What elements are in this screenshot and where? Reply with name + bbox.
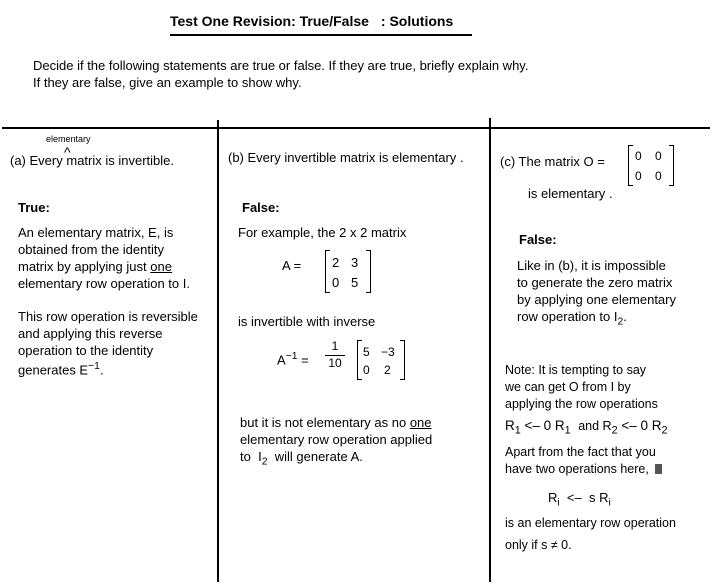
inverse-line: is invertible with inverse <box>238 314 376 329</box>
apart-line-1: Apart from the fact that you <box>505 445 656 459</box>
a-line-1: An elementary matrix, E, is <box>18 225 174 240</box>
final-line-1: is an elementary row operation <box>505 516 676 530</box>
c-line-3: by applying one elementary <box>517 292 676 307</box>
verdict-a: True: <box>18 200 50 215</box>
zero-matrix-cell: 0 <box>655 169 662 183</box>
note-line-3: applying the row operations <box>505 397 658 411</box>
page-title: Test One Revision: True/False : Solutions <box>170 13 454 29</box>
c-line-4: row operation to $I_2$. <box>517 309 627 328</box>
intro-line-1: Decide if the following statements are true or false. If they are true, briefly explain why. <box>33 58 529 73</box>
note-line-1: Note: It is tempting to say <box>505 363 647 377</box>
matrix-a-inverse-cell: 0 <box>363 363 370 377</box>
a-line-6: and applying this reverse <box>18 326 163 341</box>
row-operations: $R_1 <- 0$ $R_1$ and $R_2 <- 0$ $R_2$ <box>505 418 668 437</box>
final-line-2: only if s ≠ 0. <box>505 538 572 552</box>
title-underline <box>170 34 472 36</box>
a-line-4: elementary row operation to I. <box>18 276 190 291</box>
note-line-2: we can get O from I by <box>505 380 631 394</box>
verdict-b: False: <box>242 200 280 215</box>
matrix-a-label: A = <box>282 258 302 273</box>
matrix-a <box>325 250 371 293</box>
zero-matrix-cell: 0 <box>635 149 642 163</box>
a-inverse-label: $A^{-1}$ = <box>277 351 309 368</box>
matrix-a-cell: 0 <box>332 275 340 290</box>
matrix-a-inverse-cell: −3 <box>381 345 395 359</box>
insert-note: elementary <box>46 134 91 144</box>
statement-c: (c) The matrix O = <box>500 154 605 169</box>
vertical-divider-2 <box>489 118 491 582</box>
cursor-block <box>655 464 662 474</box>
matrix-a-inverse-cell: 2 <box>384 363 391 377</box>
a-line-2: obtained from the identity <box>18 242 164 257</box>
insert-caret: ^ <box>64 144 71 160</box>
b-line-2: elementary row operation applied <box>240 432 433 447</box>
a-line-8: generates $E^{-1}$. <box>18 361 104 378</box>
matrix-a-cell: 3 <box>351 255 359 270</box>
horizontal-divider <box>2 127 710 129</box>
a-line-3: matrix by applying just one <box>18 259 172 274</box>
zero-matrix-cell: 0 <box>635 169 642 183</box>
b-line-1: but it is not elementary as no one <box>240 415 432 430</box>
scale-operation: $R_i <- s$ $R_i$ <box>548 490 611 509</box>
a-line-7: operation to the identity <box>18 343 154 358</box>
zero-matrix-cell: 0 <box>655 149 662 163</box>
c-line-1: Like in (b), it is impossible <box>517 258 666 273</box>
a-line-5: This row operation is reversible <box>18 309 198 324</box>
matrix-a-cell: 2 <box>332 255 340 270</box>
vertical-divider-1 <box>217 120 219 582</box>
statement-b: (b) Every invertible matrix is elementary . <box>228 150 464 165</box>
statement-a: (a) Every matrix is invertible. <box>10 153 174 168</box>
example-intro: For example, the 2 x 2 matrix <box>238 225 407 240</box>
matrix-a-cell: 5 <box>351 275 359 290</box>
apart-line-2: have two operations here, <box>505 462 662 478</box>
matrix-a-inverse <box>357 340 405 380</box>
verdict-c: False: <box>519 232 557 247</box>
matrix-a-inverse-cell: 5 <box>363 345 370 359</box>
c-line-2: to generate the zero matrix <box>517 275 673 290</box>
b-line-3: to $I_2$ will generate A. <box>240 449 363 468</box>
zero-matrix <box>628 145 674 186</box>
statement-c-line-2: is elementary . <box>528 186 613 201</box>
intro-line-2: If they are false, give an example to show why. <box>33 75 302 90</box>
fraction-one-tenth: 1 10 <box>325 340 345 371</box>
